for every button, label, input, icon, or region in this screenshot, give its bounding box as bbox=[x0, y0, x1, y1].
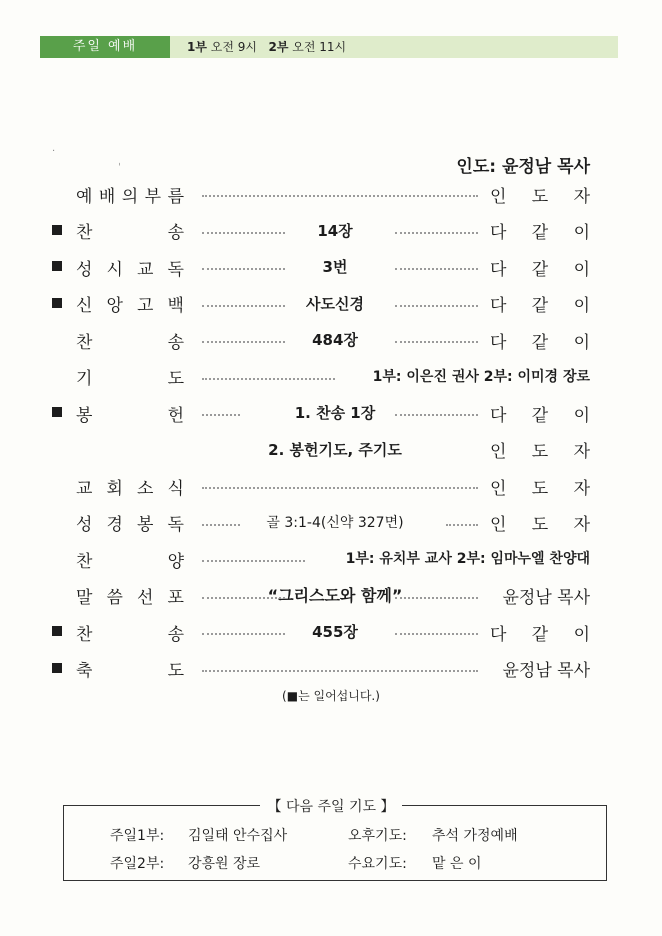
char: 송 bbox=[167, 223, 184, 243]
char: 기 bbox=[76, 369, 93, 389]
char: 이 bbox=[573, 259, 590, 280]
prayer-value: 강흥원 장로 bbox=[188, 856, 261, 872]
char: 봉 bbox=[137, 515, 154, 535]
order-row bbox=[0, 473, 662, 499]
order-row bbox=[0, 327, 662, 353]
char: 같 bbox=[531, 624, 549, 645]
dot-leader bbox=[395, 232, 478, 234]
dot-leader bbox=[395, 633, 478, 635]
char: 인 bbox=[490, 515, 507, 535]
dot-leader bbox=[202, 597, 285, 599]
dot-leader bbox=[395, 268, 478, 270]
dot-leader bbox=[202, 268, 285, 270]
order-item-leader bbox=[490, 254, 590, 280]
char: 자 bbox=[573, 186, 590, 207]
order-row bbox=[0, 619, 662, 645]
order-row bbox=[0, 437, 662, 463]
char: 예 bbox=[76, 186, 93, 207]
dot-leader bbox=[202, 232, 285, 234]
dot-leader bbox=[202, 341, 285, 343]
order-item-leader bbox=[490, 181, 590, 207]
order-item-label bbox=[76, 583, 184, 609]
service2-label: 2부 bbox=[268, 40, 289, 54]
char: 같 bbox=[531, 259, 549, 280]
char: 이 bbox=[573, 296, 590, 316]
order-item-leader bbox=[490, 510, 590, 536]
char: 찬 bbox=[76, 624, 93, 645]
dot-leader bbox=[395, 305, 478, 307]
char: 다 bbox=[490, 223, 507, 243]
char: 도 bbox=[531, 442, 549, 462]
char: 신 bbox=[76, 296, 93, 316]
order-item-leader: 윤정남 목사 bbox=[502, 661, 590, 681]
order-item-leader bbox=[490, 291, 590, 317]
order-item-leader bbox=[490, 218, 590, 244]
char: 성 bbox=[76, 259, 93, 280]
char: 도 bbox=[531, 186, 549, 207]
service-times bbox=[187, 36, 346, 58]
char: 도 bbox=[531, 515, 549, 535]
order-item-content: 484장 bbox=[312, 331, 358, 349]
order-row bbox=[0, 364, 662, 390]
char: 자 bbox=[573, 515, 590, 535]
section-tag: 주일 예배 bbox=[40, 36, 170, 58]
char: 찬 bbox=[76, 223, 93, 243]
order-item-label bbox=[76, 619, 184, 645]
stand-marker bbox=[52, 663, 62, 673]
stand-marker bbox=[52, 407, 62, 417]
char: 송 bbox=[167, 332, 184, 353]
scan-speck: · bbox=[52, 146, 56, 157]
order-item-content: 14장 bbox=[317, 221, 353, 240]
dot-leader bbox=[395, 414, 478, 416]
char: 백 bbox=[167, 296, 184, 316]
char: 교 bbox=[137, 259, 154, 280]
order-item-label bbox=[76, 218, 184, 244]
prayer-value: 맡 은 이 bbox=[432, 856, 482, 872]
char: 말 bbox=[76, 588, 93, 608]
prayer-value: 김일태 안수집사 bbox=[188, 828, 288, 844]
prayer-key: 주일2부: bbox=[110, 856, 165, 872]
char: 배 bbox=[98, 186, 116, 207]
char: 성 bbox=[76, 515, 93, 535]
stand-marker bbox=[52, 261, 62, 271]
order-item-label bbox=[76, 181, 184, 207]
order-row bbox=[0, 510, 662, 536]
char: 다 bbox=[490, 624, 507, 645]
char: 다 bbox=[490, 259, 507, 280]
order-item-label bbox=[76, 364, 184, 390]
order-row bbox=[0, 181, 662, 207]
leader-note: 인도: 윤정남 목사 bbox=[456, 157, 590, 177]
prayer-value: 추석 가정예배 bbox=[432, 828, 518, 844]
char: 도 bbox=[531, 478, 549, 499]
dot-leader bbox=[202, 378, 335, 380]
order-item-performer: 1부: 유치부 교사 2부: 임마누엘 찬양대 bbox=[345, 551, 590, 567]
stand-marker bbox=[52, 626, 62, 636]
order-item-performer: 1부: 이은진 권사 2부: 이미경 장로 bbox=[372, 368, 590, 385]
char: 이 bbox=[573, 405, 590, 426]
service2-time: 오전 11시 bbox=[292, 40, 347, 54]
char: 회 bbox=[106, 478, 123, 499]
dot-leader bbox=[202, 305, 285, 307]
order-row bbox=[0, 583, 662, 609]
order-row bbox=[0, 656, 662, 682]
char: 인 bbox=[490, 186, 507, 207]
order-item-leader bbox=[490, 619, 590, 645]
char: 이 bbox=[573, 223, 590, 243]
next-prayer-title-text: 【 다음 주일 기도 】 bbox=[260, 799, 403, 815]
char: 인 bbox=[490, 442, 507, 462]
char: 소 bbox=[137, 478, 154, 499]
char: 고 bbox=[137, 296, 154, 316]
order-row bbox=[0, 546, 662, 572]
char: 씀 bbox=[106, 588, 123, 608]
order-row bbox=[0, 254, 662, 280]
char: 이 bbox=[573, 624, 590, 645]
char: 같 bbox=[531, 332, 549, 353]
char: 봉 bbox=[76, 405, 93, 426]
char: 시 bbox=[106, 259, 123, 280]
order-item-label bbox=[76, 254, 184, 280]
prayer-key: 주일1부: bbox=[110, 828, 165, 844]
dot-leader bbox=[202, 414, 240, 416]
dot-leader bbox=[202, 195, 478, 197]
order-item-leader: 윤정남 목사 bbox=[502, 588, 590, 608]
char: 선 bbox=[137, 588, 154, 608]
char: 부 bbox=[144, 186, 162, 207]
order-item-content: 455장 bbox=[312, 623, 358, 641]
order-item-label bbox=[76, 473, 184, 499]
char: 같 bbox=[531, 223, 549, 243]
char: 독 bbox=[167, 259, 184, 280]
char: 다 bbox=[490, 405, 507, 426]
dot-leader bbox=[395, 597, 478, 599]
char: 교 bbox=[76, 478, 93, 499]
order-row bbox=[0, 218, 662, 244]
order-row bbox=[0, 400, 662, 426]
order-item-label bbox=[76, 327, 184, 353]
char: 인 bbox=[490, 478, 507, 499]
char: 축 bbox=[76, 661, 93, 681]
dot-leader bbox=[446, 524, 478, 526]
scan-speck: ˌ bbox=[118, 156, 121, 167]
dot-leader bbox=[202, 524, 240, 526]
dot-leader bbox=[395, 341, 478, 343]
order-item-label bbox=[76, 656, 184, 682]
char: 독 bbox=[167, 515, 184, 535]
char: 자 bbox=[573, 478, 590, 499]
char: 의 bbox=[121, 186, 139, 207]
char: 헌 bbox=[167, 405, 184, 426]
stand-marker bbox=[52, 225, 62, 235]
char: 자 bbox=[573, 442, 590, 462]
prayer-key: 오후기도: bbox=[348, 828, 407, 844]
dot-leader bbox=[202, 560, 305, 562]
standing-note-text: (■는 일어섭니다.) bbox=[282, 689, 380, 703]
char: 경 bbox=[106, 515, 123, 535]
order-item-label bbox=[76, 546, 184, 572]
service1-time: 오전 9시 bbox=[210, 40, 258, 54]
char: 같 bbox=[531, 405, 549, 426]
char: 송 bbox=[167, 624, 184, 645]
char: 찬 bbox=[76, 332, 93, 353]
order-row bbox=[0, 291, 662, 317]
order-item-label bbox=[76, 400, 184, 426]
service1-label: 1부 bbox=[187, 40, 207, 54]
dot-leader bbox=[202, 670, 478, 672]
order-item-leader bbox=[490, 473, 590, 499]
prayer-key: 수요기도: bbox=[348, 856, 407, 872]
order-item-content: 1. 찬송 1장 bbox=[294, 404, 376, 422]
char: 같 bbox=[531, 296, 549, 316]
order-item-label bbox=[76, 510, 184, 536]
char: 이 bbox=[573, 332, 590, 353]
order-item-content: 사도신경 bbox=[306, 294, 364, 313]
char: 찬 bbox=[76, 551, 93, 572]
order-item-label bbox=[76, 291, 184, 317]
standing-note bbox=[0, 687, 662, 704]
dot-leader bbox=[202, 633, 285, 635]
order-item-leader bbox=[490, 437, 590, 463]
char: 앙 bbox=[106, 296, 123, 316]
char: 도 bbox=[167, 369, 184, 389]
char: 양 bbox=[167, 551, 184, 572]
char: 름 bbox=[167, 186, 184, 207]
char: 포 bbox=[167, 588, 184, 608]
char: 식 bbox=[167, 478, 184, 499]
order-item-leader bbox=[490, 327, 590, 353]
char: 도 bbox=[167, 661, 184, 681]
next-prayer-title bbox=[0, 796, 662, 816]
order-item-content: 3번 bbox=[322, 258, 348, 276]
stand-marker bbox=[52, 298, 62, 308]
order-item-content: “그리스도와 함께” bbox=[267, 585, 403, 605]
char: 다 bbox=[490, 332, 507, 353]
order-item-content: 2. 봉헌기도, 주기도 bbox=[268, 440, 402, 459]
order-item-leader bbox=[490, 400, 590, 426]
char: 다 bbox=[490, 296, 507, 316]
order-item-content: 골 3:1-4(신약 327면) bbox=[266, 514, 404, 531]
dot-leader bbox=[202, 487, 478, 489]
